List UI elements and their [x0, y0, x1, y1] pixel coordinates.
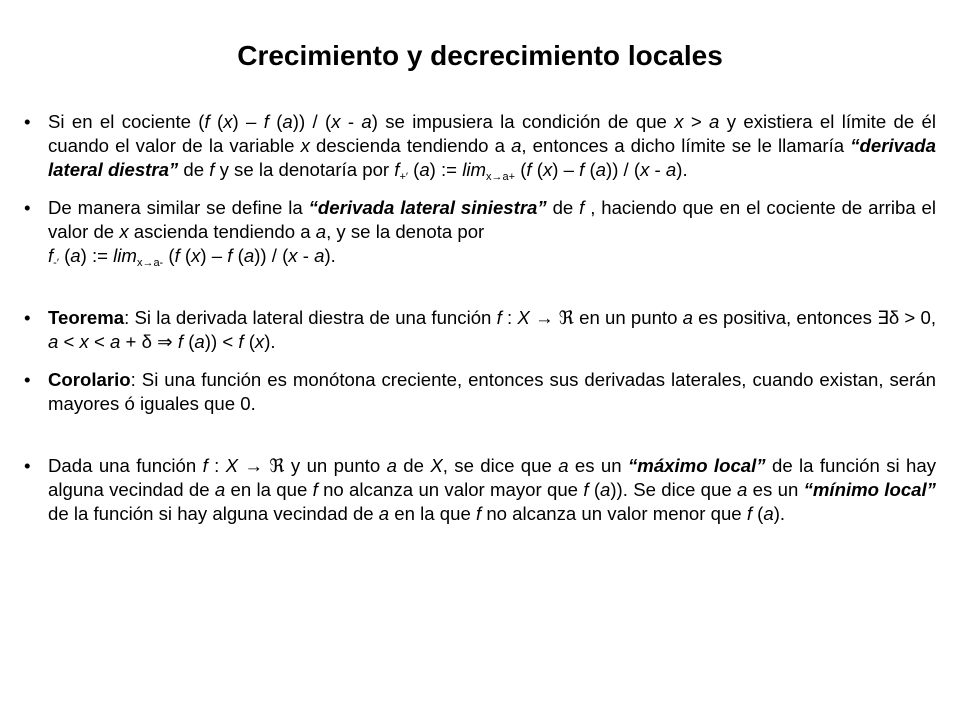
label-teorema: Teorema — [48, 307, 125, 328]
bullet-teorema: • Teorema: Si la derivada lateral diestra de una función f : X → ℜ en un punto a es positiva, entonces ∃δ > 0, a < x < a + δ ⇒ f (a)) < f (x). — [24, 307, 936, 352]
slide-title: Crecimiento y decrecimiento locales — [237, 40, 723, 71]
bullet-dot: • — [24, 197, 31, 218]
bullet-dot: • — [24, 111, 31, 132]
label-corolario: Corolario — [48, 369, 131, 390]
bullet-derivada-diestra: • Si en el cociente (f (x) – f (a)) / (x - a) se impusiera la condición de que x > a y existiera el límite de él cuando el valor de la variable x descienda tendiendo a a, entonces a dicho límite se le llamaría “derivada lateral diestra” de f y se la denotaría por $f_{+'}$ (a) := $\lim_{x\to a+} (f$ (x) – f (a)) / (x - a). — [24, 111, 936, 183]
term-maximo-local: “máximo local” — [627, 455, 766, 476]
bullet-dot: • — [24, 369, 31, 390]
bullet-list — [24, 110, 936, 526]
bullet-derivada-siniestra: • De manera similar se define la “derivada lateral siniestra” de f , haciendo que en el cociente de arriba el valor de x ascienda tendiendo a a, y se la denota por $f_{-'}$ (a) := $\lim_{x\to a-} (f$ (x) – f (a)) / (x - a). — [24, 197, 937, 269]
term-derivada-diestra: “derivada lateral diestra” — [48, 135, 936, 180]
term-derivada-siniestra: “derivada lateral siniestra” — [308, 197, 547, 218]
bullet-maximo-minimo: • Dada una función f : X → ℜ y un punto a de X, se dice que a es un “máximo local” de la función si hay alguna vecindad de a en la que f no alcanza un valor mayor que f (a)). Se dice que a es un “mínimo local” de la función si hay alguna vecindad de a en la que f no alcanza un valor menor que f (a). — [24, 455, 936, 524]
term-minimo-local: “mínimo local” — [803, 479, 936, 500]
bullet-dot: • — [24, 455, 31, 476]
bullet-dot: • — [24, 307, 31, 328]
bullet-corolario: • Corolario: Si una función es monótona creciente, entonces sus derivadas laterales, cuando existan, serán mayores ó iguales que 0. — [24, 369, 936, 414]
